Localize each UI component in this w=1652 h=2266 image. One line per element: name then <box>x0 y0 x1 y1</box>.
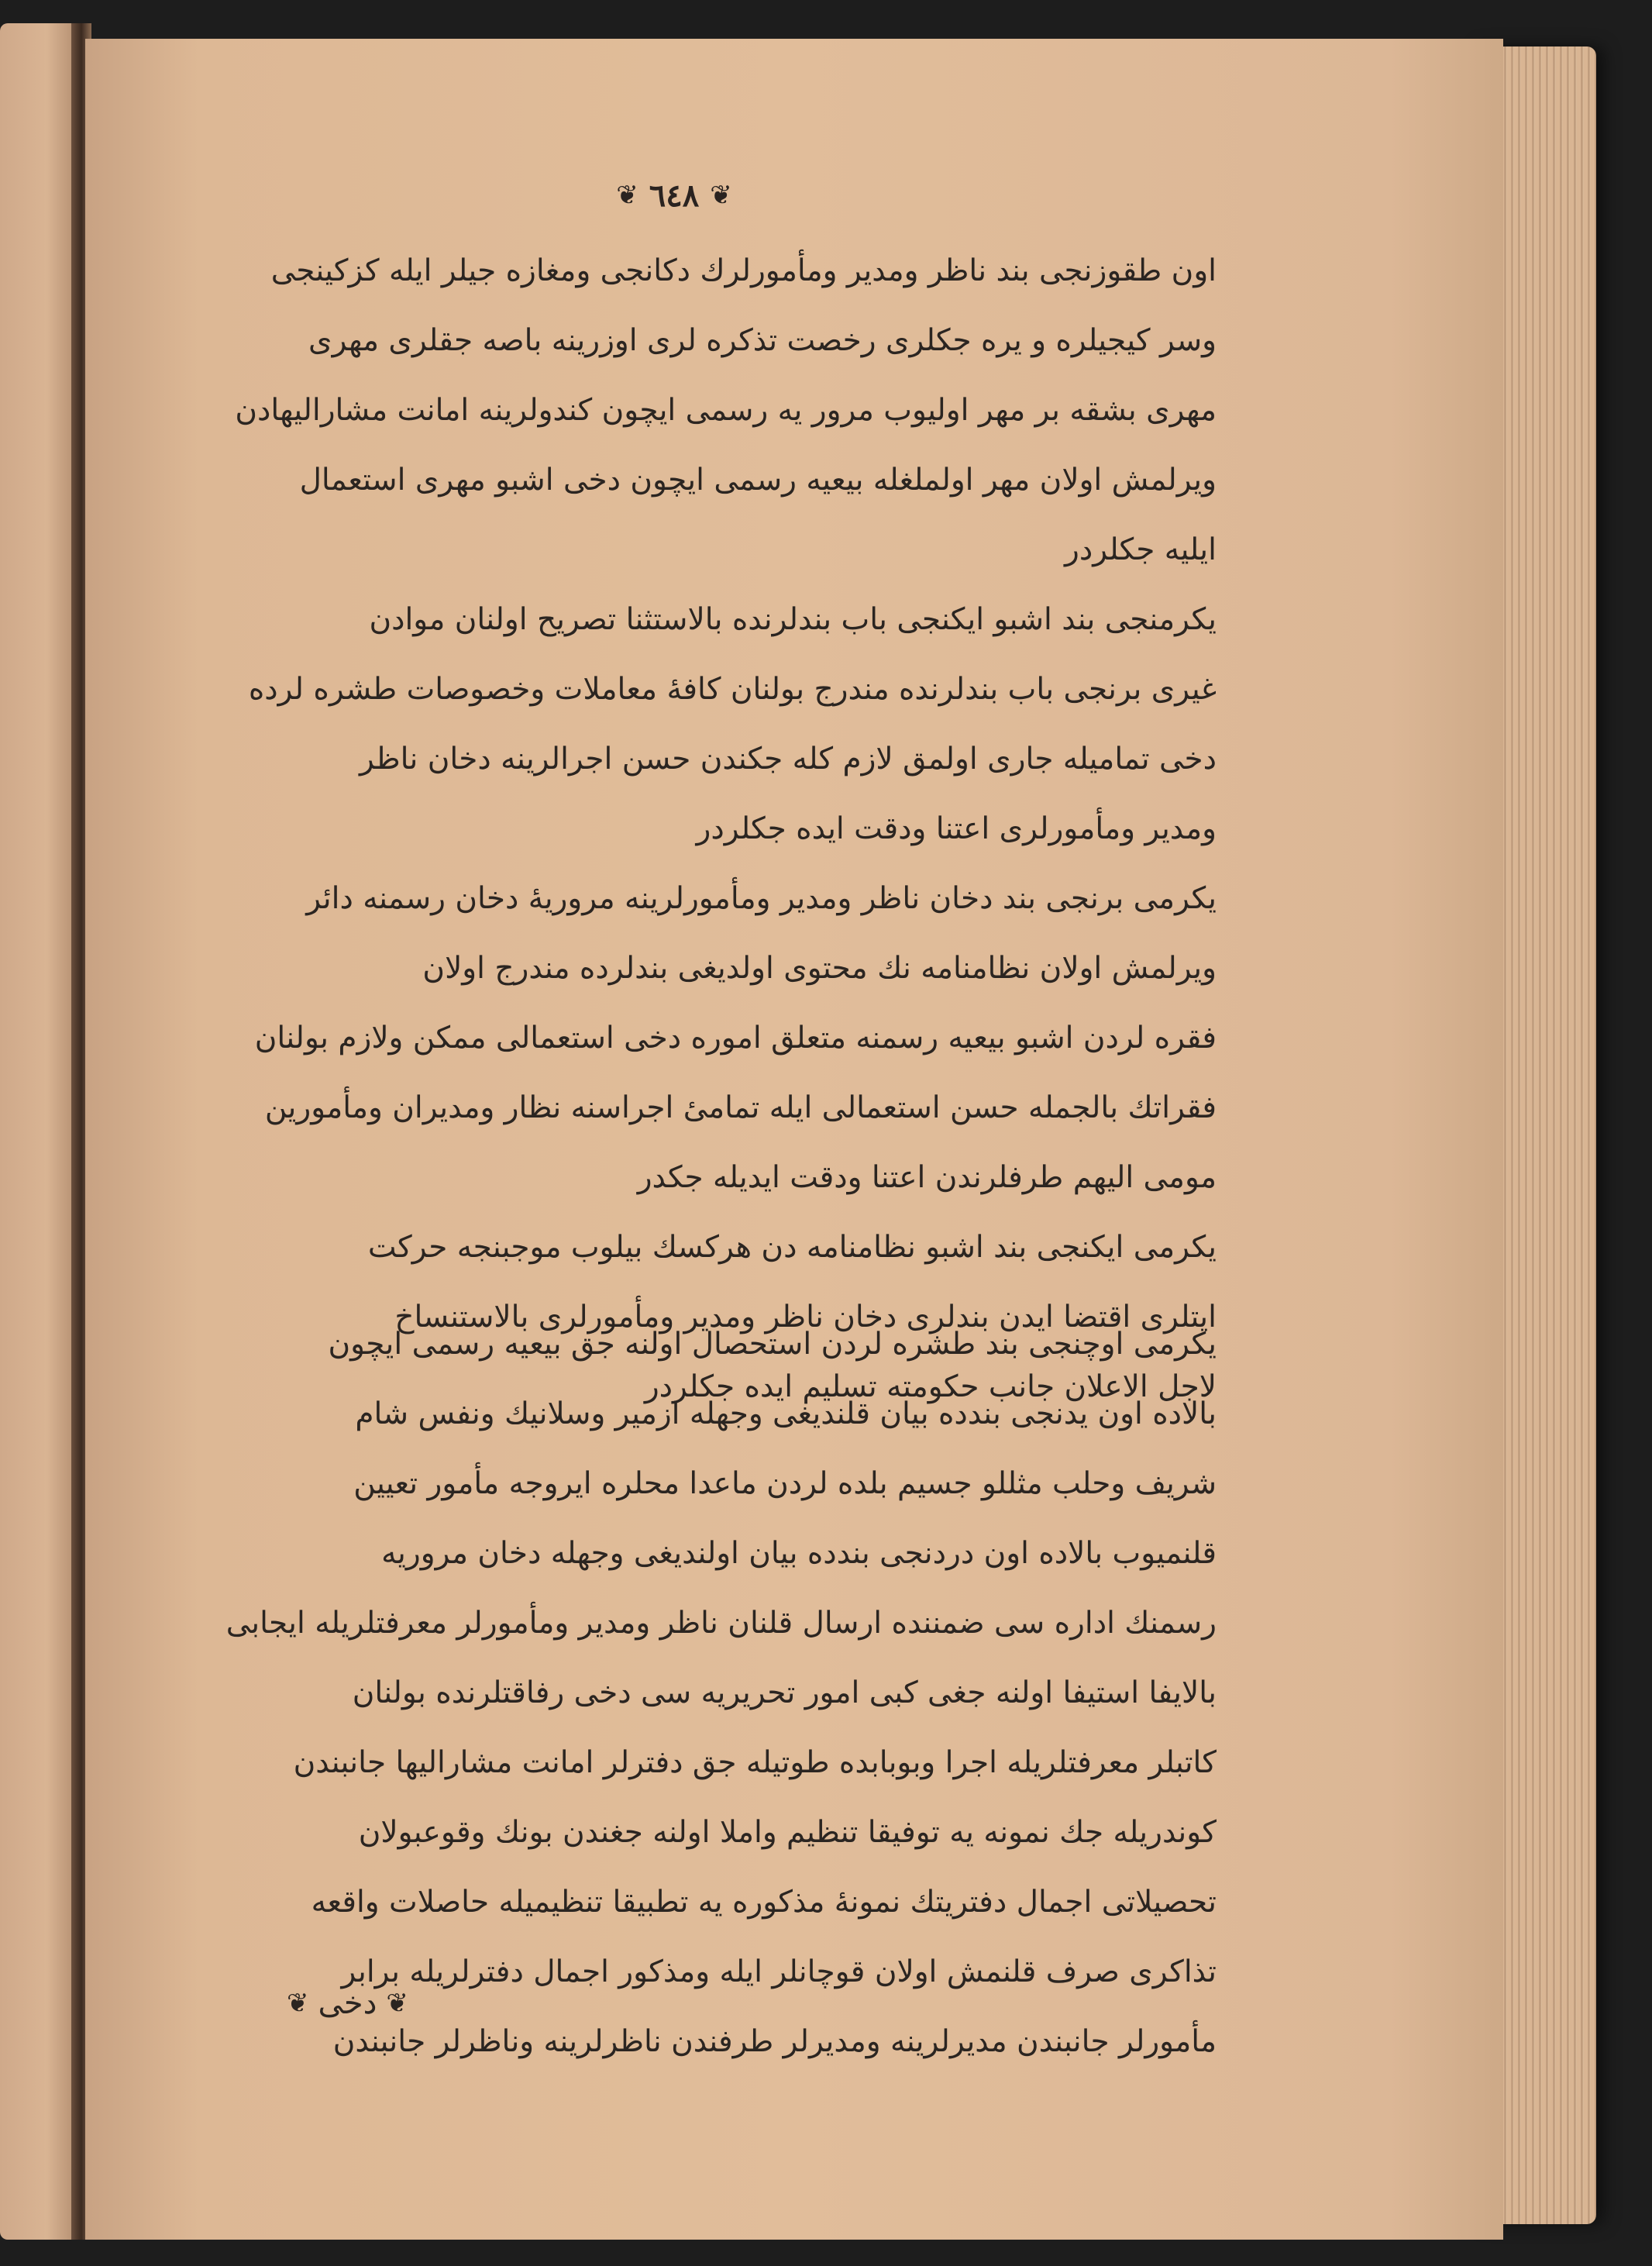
catchword <box>287 1976 408 2030</box>
text-line: ویرلمش اولان مهر اولملغله بیعیه رسمی ایچون دخی اشبو مهری استعمال <box>299 463 1217 498</box>
text-line: تحصیلاتی اجمال دفتریتك نمونهٔ مذكوره یه تطبیقا تنظیمیله حاصلات واقعه <box>311 1885 1217 1920</box>
previous-page-edge <box>0 23 77 2240</box>
text-line: فقراتك بالجمله حسن استعمالی ایله تمامیٔ اجراسنه نظار ومدیران ومأمورین <box>264 1090 1217 1125</box>
text-line: اون طقوزنجی بند ناظر ومدیر ومأمورلرك دكانجی ومغازه جیلر ایله كزكینجی <box>270 253 1217 288</box>
text-block-upper <box>174 236 1217 1422</box>
page-number: ٦٤٨ <box>649 177 700 214</box>
text-line: ایتلری اقتضا ایدن بندلری دخان ناظر ومدیر ومأمورلری بالاستنساخ <box>394 1300 1217 1334</box>
text-line: غیری برنجی باب بندلرنده مندرج بولنان كافهٔ معاملات وخصوصات طشره لرده <box>248 672 1217 707</box>
text-line: بالاده اون یدنجی بندده بیان قلندیغی وجهله ازمیر وسلانیك ونفس شام <box>355 1396 1217 1431</box>
text-line: وسر كیجیلره و یره جكلری رخصت تذكره لری اوزرینه باصه جقلری مهری <box>308 323 1217 358</box>
text-line: رسمنك اداره سی ضمننده ارسال قلنان ناظر ومدیر ومأمورلر معرفتلریله ایجابی <box>225 1606 1217 1641</box>
text-line: مأمورلر جانبندن مدیرلرینه ومدیرلر طرفندن ناظرلرینه وناظرلر جانبندن <box>332 2024 1217 2059</box>
text-line: ایلیه جكلردر <box>1065 532 1217 567</box>
text-line: یكرمی اوچنجی بند طشره لردن استحصال اولنه جق بیعیه رسمی ایچون <box>328 1327 1217 1362</box>
text-line: یكرمی برنجی بند دخان ناظر ومدیر ومأمورلرینه مروریهٔ دخان رسمنه دائر <box>306 881 1217 916</box>
text-line: كاتبلر معرفتلریله اجرا وبوبابده طوتیله جق دفترلر امانت مشارالیها جانبندن <box>293 1745 1217 1780</box>
text-line: مهری بشقه بر مهر اولیوب مرور یه رسمی ایچون كندولرینه امانت مشارالیهادن <box>235 393 1217 428</box>
text-line: دخی تمامیله جاری اولمق لازم كله جكندن حسن اجرالرینه دخان ناظر <box>360 742 1217 777</box>
ornament-left-icon: ❦ <box>386 1988 408 2019</box>
text-line: شریف وحلب مثللو جسیم بلده لردن ماعدا محلره ایروجه مأمور تعیین <box>353 1466 1217 1501</box>
text-line: ومدیر ومأمورلری اعتنا ودقت ایده جكلردر <box>696 811 1217 846</box>
text-line: ویرلمش اولان نظامنامه نك محتوی اولدیغی بندلرده مندرج اولان <box>422 951 1217 986</box>
ornament-left-icon: ❦ <box>616 180 638 211</box>
text-line: مومی الیهم طرفلرندن اعتنا ودقت ایدیله جكدر <box>637 1160 1217 1195</box>
text-line: قلنمیوب بالاده اون دردنجی بندده بیان اولندیغی وجهله دخان مروریه <box>381 1536 1217 1571</box>
page-header <box>558 172 790 219</box>
text-line: تذاكری صرف قلنمش اولان قوچانلر ایله ومذكور اجمال دفترلریله برابر <box>341 1954 1217 1989</box>
catchword-text: دخی <box>318 1985 377 2021</box>
text-block-lower <box>174 1310 1217 2077</box>
text-line: یكرمی ایكنجی بند اشبو نظامنامه دن هركسك بیلوب موجبنجه حركت <box>367 1230 1217 1265</box>
text-line: كوندریله جك نمونه یه توفیقا تنظیم واملا اولنه جغندن بونك وقوعبولان <box>358 1815 1217 1850</box>
text-line: بالایفا استیفا اولنه جغی كبی امور تحریریه سی دخی رفاقتلرنده بولنان <box>352 1675 1217 1710</box>
ornament-right-icon: ❦ <box>287 1988 309 2019</box>
text-line: فقره لردن اشبو بیعیه رسمنه متعلق اموره دخی استعمالی ممكن ولازم بولنان <box>254 1021 1217 1056</box>
text-line: لاجل الاعلان جانب حكومته تسلیم ایده جكلردر <box>644 1369 1217 1404</box>
text-line: یكرمنجی بند اشبو ایكنجی باب بندلرنده بالاستثنا تصریح اولنان موادن <box>369 602 1217 637</box>
ornament-right-icon: ❦ <box>710 180 732 211</box>
